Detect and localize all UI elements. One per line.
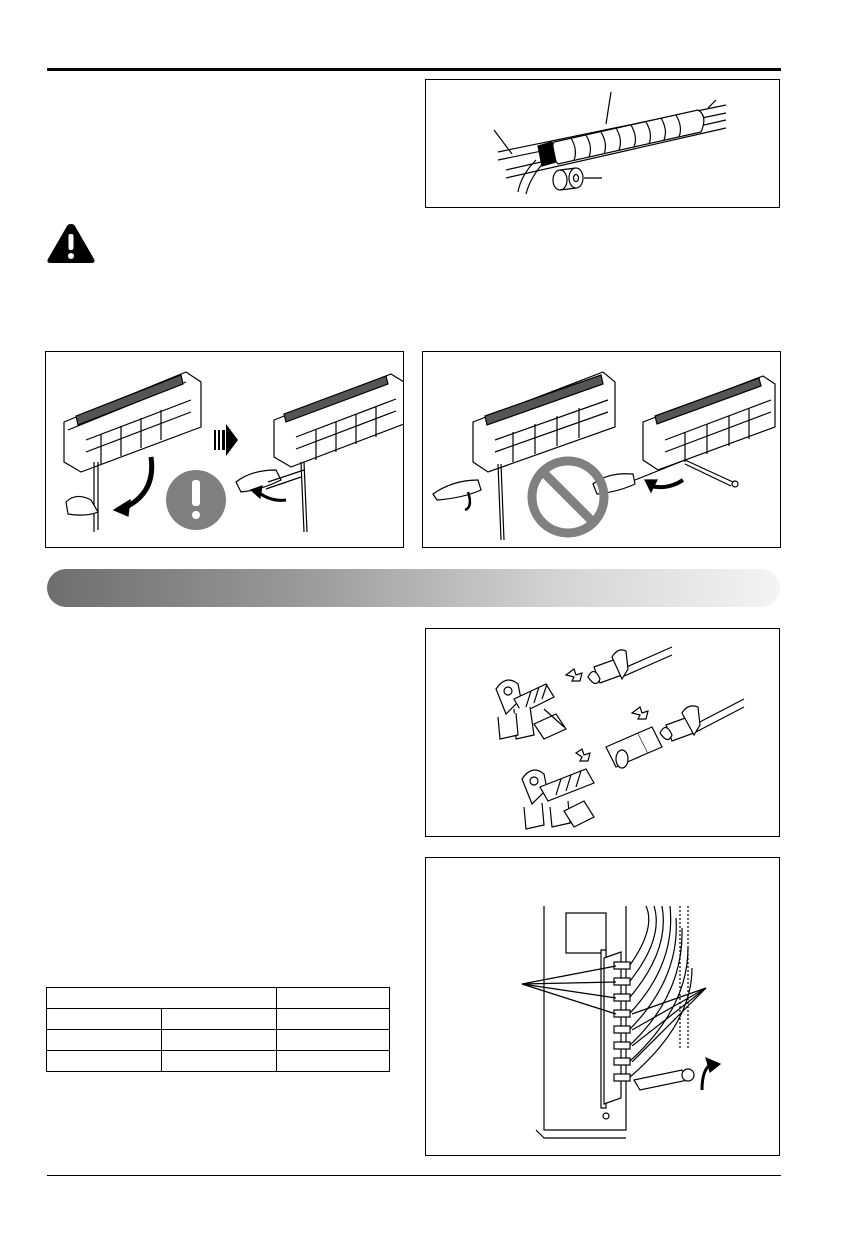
figure-piping-wrap (425, 79, 780, 208)
table-cell (277, 1051, 390, 1072)
spec-table (46, 987, 390, 1072)
header-rule (47, 68, 781, 71)
table-cell (277, 988, 390, 1009)
table-row (47, 1009, 390, 1030)
table-cell (47, 1030, 162, 1051)
table-cell (47, 1009, 162, 1030)
warning-triangle-icon (45, 221, 97, 265)
table-cell (162, 1051, 277, 1072)
table-cell (47, 988, 277, 1009)
table-cell (47, 1051, 162, 1072)
table-cell (277, 1009, 390, 1030)
arrow-right-icon (214, 424, 238, 456)
figure-outdoor-connections (425, 857, 780, 1156)
table-row (47, 1030, 390, 1051)
table-row (47, 988, 390, 1009)
footer-rule (47, 1175, 781, 1176)
table-cell (277, 1030, 390, 1051)
table-cell (162, 1009, 277, 1030)
section-title-bar (47, 569, 780, 607)
no-symbol-icon (532, 461, 604, 533)
piping-wrap-illustration (426, 80, 779, 207)
table-row (47, 1051, 390, 1072)
figure-flare-connection (425, 628, 780, 837)
exclamation-circle-icon (166, 470, 226, 530)
table-cell (162, 1030, 277, 1051)
figure-drain-correct (45, 351, 404, 548)
figure-drain-incorrect (422, 351, 781, 548)
